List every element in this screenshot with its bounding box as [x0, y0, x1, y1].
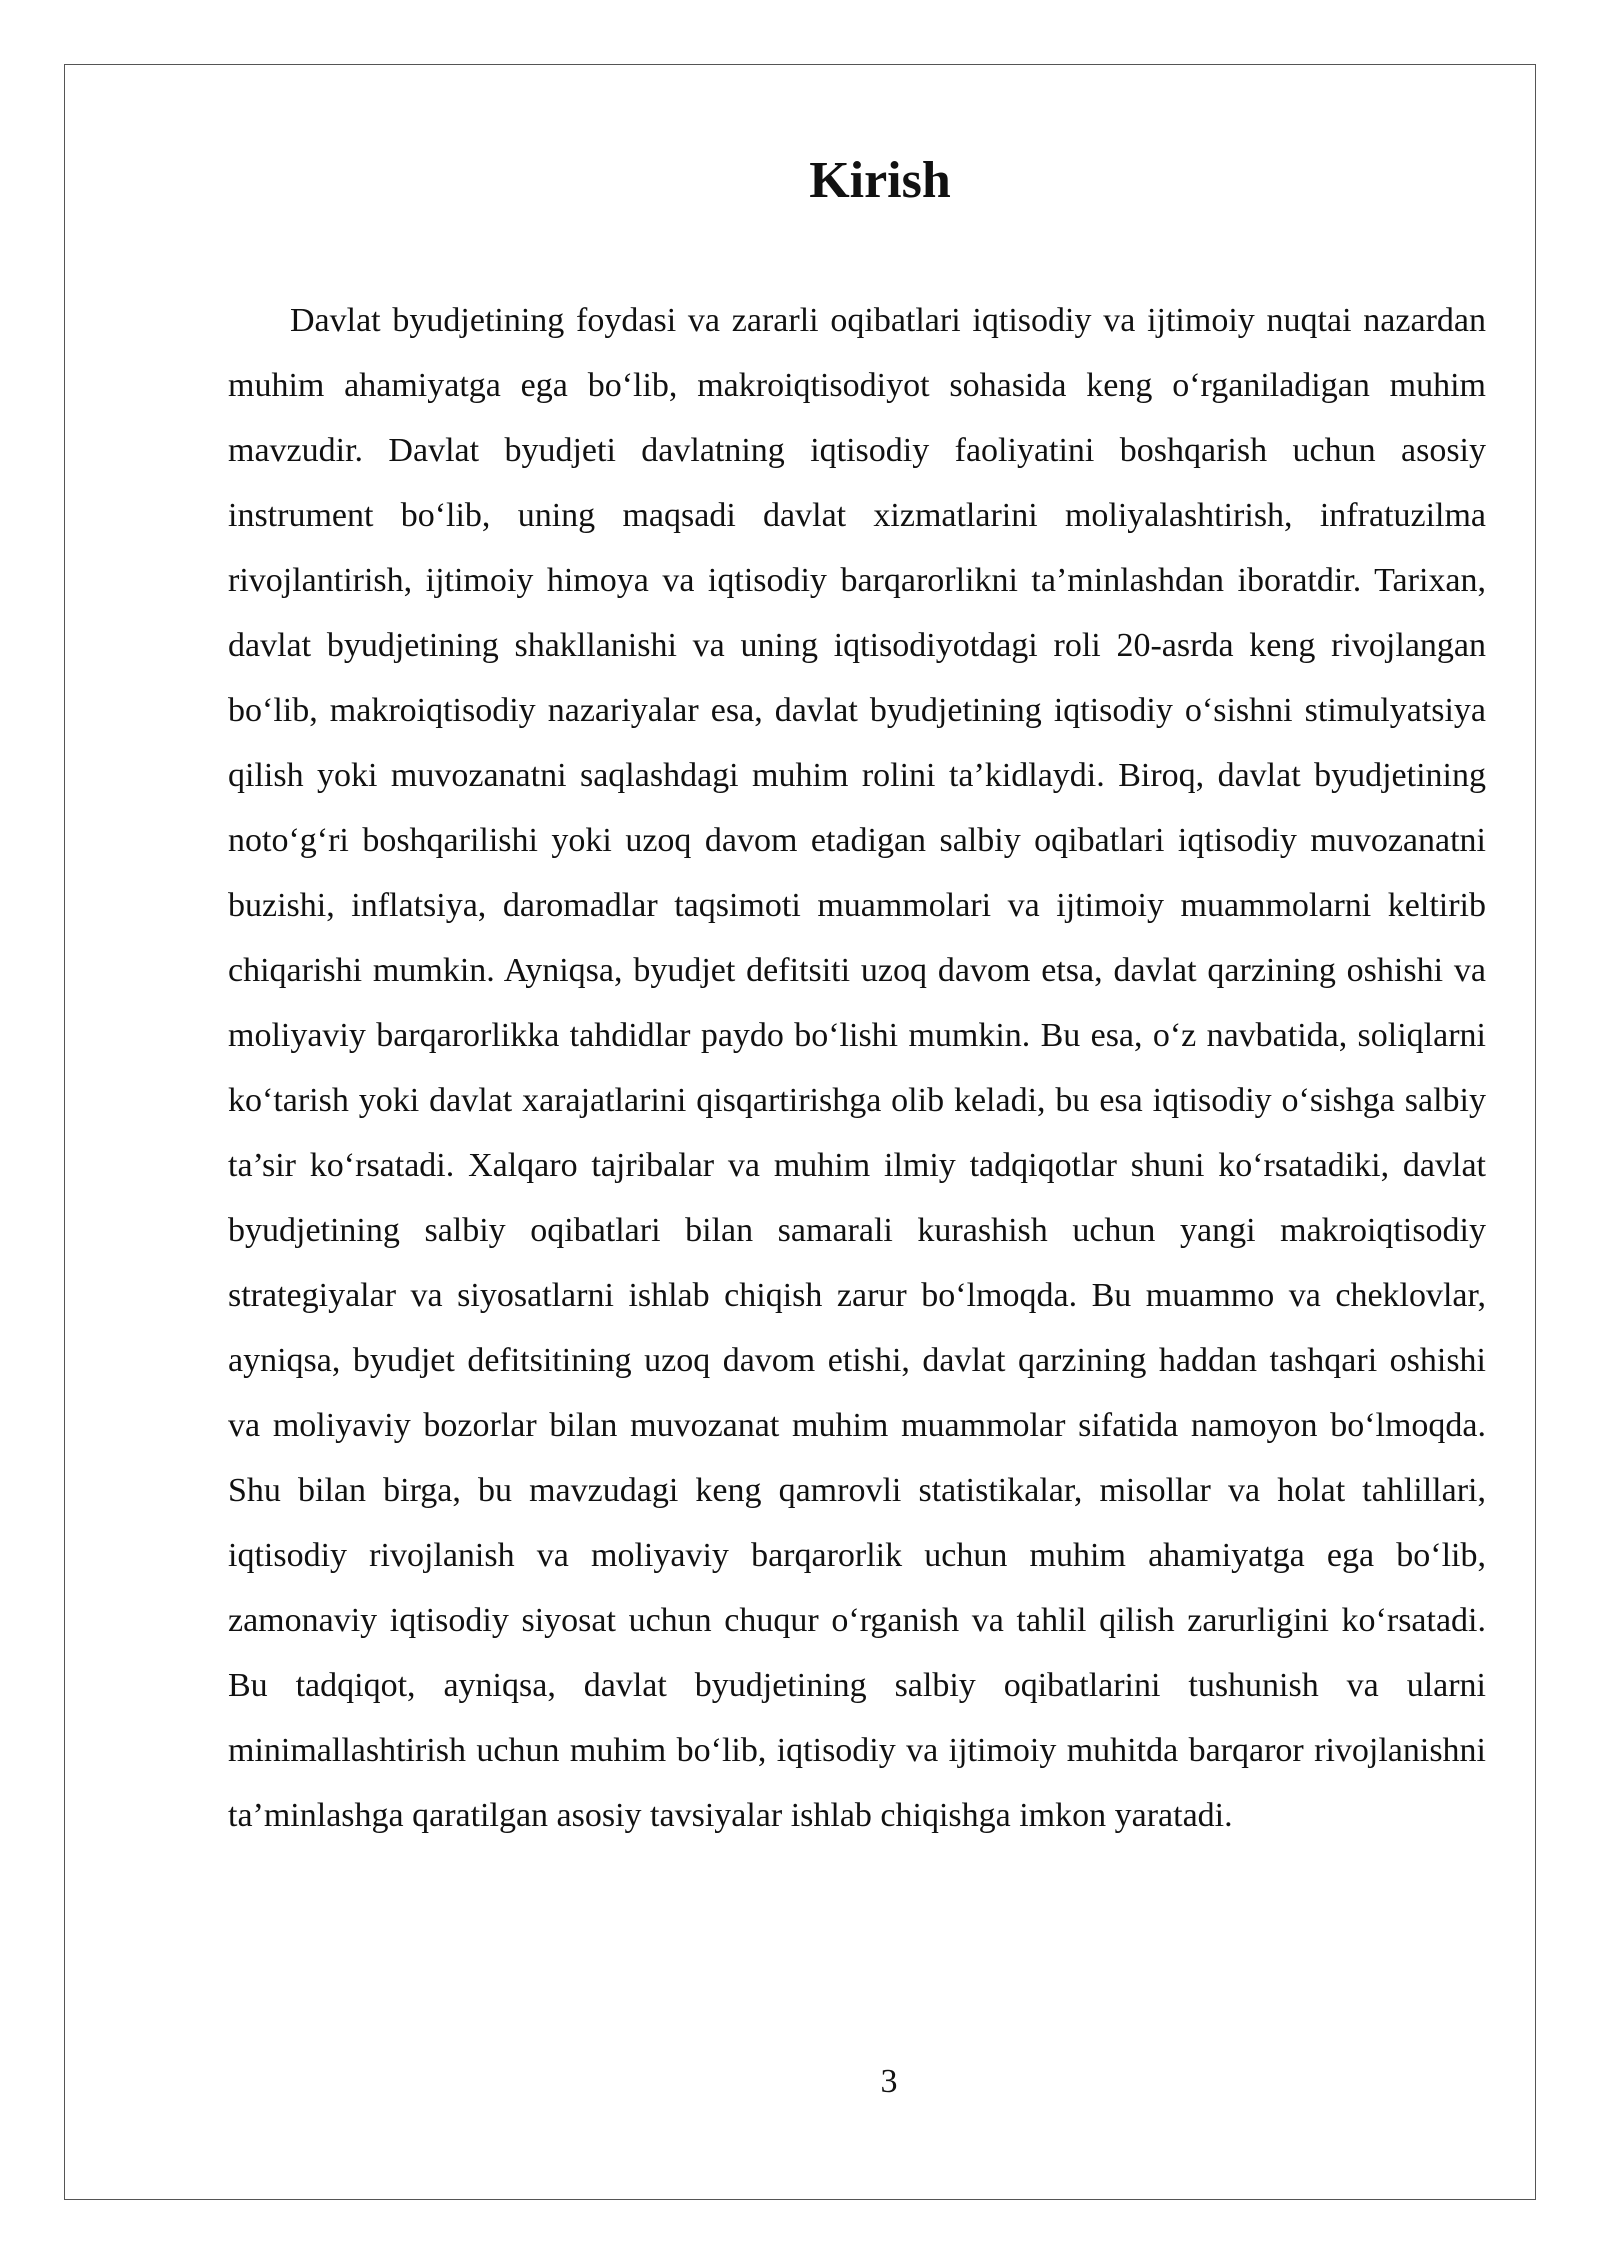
body-paragraph: Davlat byudjetining foydasi va zararli oqibatlari iqtisodiy va ijtimoiy nuqtai nazardan muhim ahamiyatga ega bo‘lib, makroiqtisodiyot sohasida keng o‘rganiladigan muhim mavzudir. Davlat byudjeti davlatning iqtisodiy faoliyatini boshqarish uchun asosiy instrument bo‘lib, uning maqsadi davlat xizmatlarini moliyalashtirish, infratuzilma rivojlantirish, ijtimoiy himoya va iqtisodiy barqarorlikni ta’minlashdan iboratdir. Tarixan, davlat byudjetining shakllanishi va uning iqtisodiyotdagi roli 20-asrda keng rivojlangan bo‘lib, makroiqtisodiy nazariyalar esa, davlat byudjetining iqtisodiy o‘sishni stimulyatsiya qilish yoki muvozanatni saqlashdagi muhim rolini ta’kidlaydi. Biroq, davlat byudjetining noto‘g‘ri boshqarilishi yoki uzoq davom etadigan salbiy oqibatlari iqtisodiy muvozanatni buzishi, inflatsiya, daromadlar taqsimoti muammolari va ijtimoiy muammolarni keltirib chiqarishi mumkin. Ayniqsa, byudjet defitsiti uzoq davom etsa, davlat qarzining oshishi va moliyaviy barqarorlikka tahdidlar paydo bo‘lishi mumkin. Bu esa, o‘z navbatida, soliqlarni ko‘tarish yoki davlat xarajatlarini qisqartirishga olib keladi, bu esa iqtisodiy o‘sishga salbiy ta’sir ko‘rsatadi. Xalqaro tajribalar va muhim ilmiy tadqiqotlar shuni ko‘rsatadiki, davlat byudjetining salbiy oqibatlari bilan samarali kurashish uchun yangi makroiqtisodiy strategiyalar va siyosatlarni ishlab chiqish zarur bo‘lmoqda. Bu muammo va cheklovlar, ayniqsa, byudjet defitsitining uzoq davom etishi, davlat qarzining haddan tashqari oshishi va moliyaviy bozorlar bilan muvozanat muhim muammolar sifatida namoyon bo‘lmoqda. Shu bilan birga, bu mavzudagi keng qamrovli statistikalar, misollar va holat tahlillari, iqtisodiy rivojlanish va moliyaviy barqarorlik uchun muhim ahamiyatga ega bo‘lib, zamonaviy iqtisodiy siyosat uchun chuqur o‘rganish va tahlil qilish zarurligini ko‘rsatadi. Bu tadqiqot, ayniqsa, davlat byudjetining salbiy oqibatlarini tushunish va ularni minimallashtirish uchun muhim bo‘lib, iqtisodiy va ijtimoiy muhitda barqaror rivojlanishni ta’minlashga qaratilgan asosiy tavsiyalar ishlab chiqishga imkon yaratadi. — [228, 302, 1486, 1834]
page-number: 3 — [880, 2063, 898, 2100]
page-title: Kirish — [809, 152, 951, 209]
